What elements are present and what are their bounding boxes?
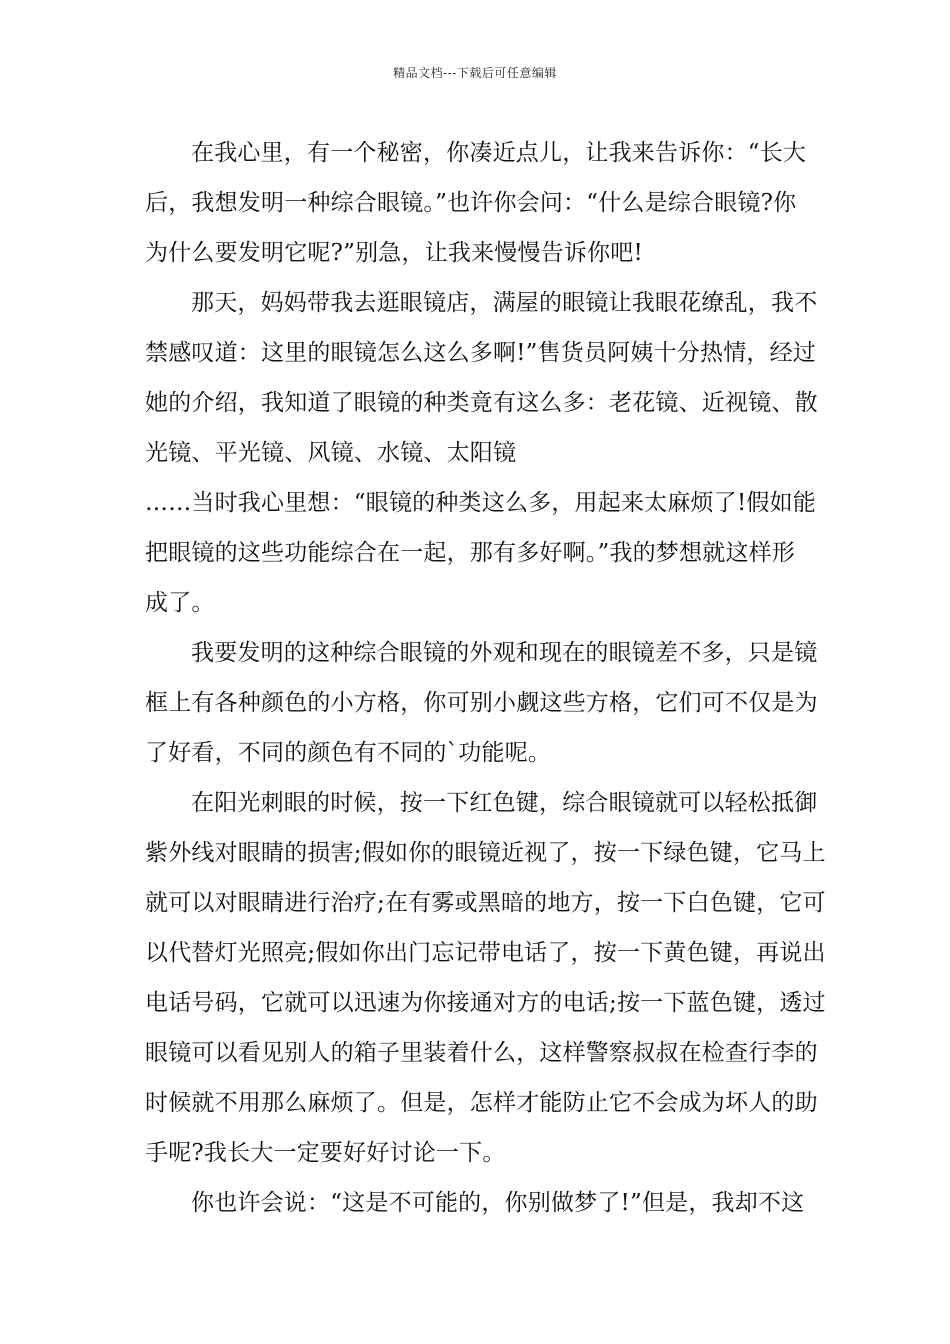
- text-line: 她的介绍，我知道了眼镜的种类竟有这么多：老花镜、近视镜、散: [145, 390, 818, 416]
- text-line: 手呢?我长大一定要好好讨论一下。: [145, 1140, 506, 1166]
- document-body: [145, 128, 826, 1228]
- text-line: 光镜、平光镜、风镜、水镜、太阳镜: [145, 440, 517, 466]
- page-header: 精品文档---下载后可任意编辑: [393, 66, 557, 80]
- paragraph: [145, 1178, 807, 1228]
- text-line: 禁感叹道：这里的眼镜怎么这么多啊!”售货员阿姨十分热情，经过: [145, 340, 817, 366]
- text-line: 后，我想发明一种综合眼镜。”也许你会问：“什么是综合眼镜?你: [145, 190, 797, 216]
- text-line: 在我心里，有一个秘密，你凑近点儿，让我来告诉你：“长大: [191, 140, 807, 166]
- text-line: ……当时我心里想：“眼镜的种类这么多，用起来太麻烦了!假如能: [145, 490, 817, 516]
- text-line: 框上有各种颜色的小方格，你可别小觑这些方格，它们可不仅是为: [145, 690, 818, 716]
- text-line: 在阳光刺眼的时候，按一下红色键，综合眼镜就可以轻松抵御: [191, 790, 818, 816]
- paragraph: [145, 128, 807, 278]
- paragraph: [145, 628, 818, 778]
- text-line: 为什么要发明它呢?”别急，让我来慢慢告诉你吧!: [145, 240, 643, 266]
- paragraph: [145, 778, 826, 1178]
- text-line: 电话号码，它就可以迅速为你接通对方的电话;按一下蓝色键，透过: [145, 990, 826, 1016]
- text-line: 把眼镜的这些功能综合在一起，那有多好啊。”我的梦想就这样形: [145, 540, 796, 566]
- text-line: 就可以对眼睛进行治疗;在有雾或黑暗的地方，按一下白色键，它可: [145, 890, 826, 916]
- text-line: 了好看，不同的颜色有不同的`功能呢。: [145, 740, 552, 766]
- paragraph: [145, 278, 818, 628]
- text-line: 以代替灯光照亮;假如你出门忘记带电话了，按一下黄色键，再说出: [145, 940, 826, 966]
- text-line: 时候就不用那么麻烦了。但是，怎样才能防止它不会成为坏人的助: [145, 1090, 818, 1116]
- text-line: 那天，妈妈带我去逛眼镜店，满屋的眼镜让我眼花缭乱，我不: [191, 290, 818, 316]
- text-line: 成了。: [145, 590, 215, 616]
- text-line: 你也许会说：“这是不可能的，你别做梦了!”但是，我却不这: [191, 1190, 805, 1216]
- text-line: 我要发明的这种综合眼镜的外观和现在的眼镜差不多，只是镜: [191, 640, 818, 666]
- text-line: 眼镜可以看见别人的箱子里装着什么，这样警察叔叔在检查行李的: [145, 1040, 818, 1066]
- text-line: 紫外线对眼睛的损害;假如你的眼镜近视了，按一下绿色键，它马上: [145, 840, 826, 866]
